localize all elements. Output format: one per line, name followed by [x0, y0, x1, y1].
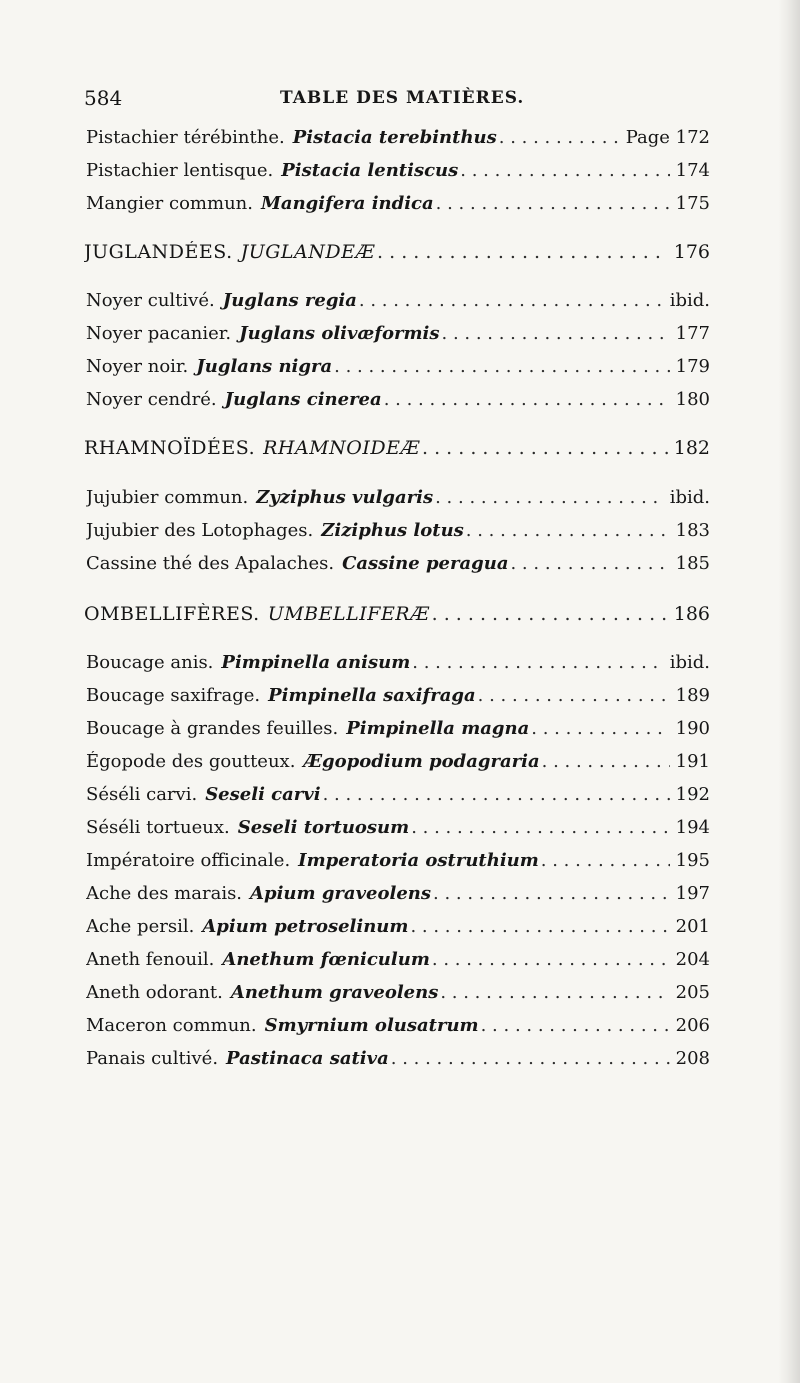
entry-common-name: Boucage saxifrage.	[86, 685, 261, 706]
dot-leader	[409, 817, 669, 838]
toc-entry	[86, 652, 710, 678]
entry-latin-name: Imperatoria ostruthium	[298, 850, 539, 871]
entry-latin-name: Pimpinella anisum	[221, 652, 411, 673]
entry-common-name: Impératoire officinale.	[86, 850, 291, 871]
entry-page: 204	[675, 949, 710, 970]
toc-entry	[86, 718, 710, 744]
entry-latin-name: Mangifera indica	[260, 193, 434, 214]
toc-entry	[86, 817, 710, 843]
entry-common-name: Ache des marais.	[86, 883, 243, 904]
toc-entry	[86, 751, 710, 777]
dot-leader	[430, 603, 668, 625]
entry-common-name: Cassine thé des Apalaches.	[86, 553, 335, 574]
toc-entry	[86, 160, 710, 186]
entry-latin-name: Seseli carvi	[205, 784, 321, 805]
entry-page: 185	[675, 553, 710, 574]
entry-common-name: Séséli carvi.	[86, 784, 198, 805]
entry-common-name: Ache persil.	[86, 916, 195, 937]
entry-latin-name: Ziziphus lotus	[321, 520, 464, 541]
entry-latin-name: Pimpinella magna	[346, 718, 530, 739]
entry-common-name: Noyer pacanier.	[86, 323, 232, 344]
entry-common-name: Maceron commun.	[86, 1015, 257, 1036]
toc-entry	[86, 356, 710, 382]
entry-latin-name: Pimpinella saxifraga	[268, 685, 476, 706]
entry-page: 180	[675, 389, 710, 410]
dot-leader	[529, 718, 669, 739]
entry-page: 189	[675, 685, 710, 706]
entry-page: 191	[675, 751, 710, 772]
toc-family-heading	[84, 241, 710, 267]
dot-leader	[438, 982, 669, 1003]
page-number: 584	[84, 86, 123, 110]
entry-latin-name: Anethum graveolens	[230, 982, 439, 1003]
running-title: TABLE DES MATIÈRES.	[280, 88, 525, 108]
entry-latin-name: Cassine peragua	[342, 553, 509, 574]
dot-leader	[540, 751, 670, 772]
entry-page: 197	[675, 883, 710, 904]
entry-latin-name: Juglans olivæformis	[239, 323, 440, 344]
entry-latin-name: Ægopodium podagraria	[303, 751, 540, 772]
toc-entry	[86, 685, 710, 711]
entry-common-name: Boucage anis.	[86, 652, 214, 673]
entry-latin-name: Apium graveolens	[250, 883, 431, 904]
entry-latin-name: Apium petroselinum	[202, 916, 409, 937]
entry-latin-name: Juglans regia	[222, 290, 357, 311]
entry-latin-name: Juglans cinerea	[224, 389, 382, 410]
toc-entry	[86, 553, 710, 579]
toc-entry	[86, 784, 710, 810]
toc-entry	[86, 982, 710, 1008]
entry-latin-name: Zyziphus vulgaris	[256, 487, 434, 508]
family-common-name: JUGLANDÉES.	[84, 241, 233, 263]
entry-latin-name: Anethum fœniculum	[222, 949, 430, 970]
toc-entry	[86, 389, 710, 415]
entry-latin-name: Smyrnium olusatrum	[264, 1015, 479, 1036]
toc-family-heading	[84, 603, 710, 629]
dot-leader	[464, 520, 670, 541]
dot-leader	[458, 160, 669, 181]
entry-page: 194	[675, 817, 710, 838]
entry-page: 190	[675, 718, 710, 739]
family-common-name: OMBELLIFÈRES.	[84, 603, 260, 625]
dot-leader	[431, 883, 670, 904]
family-latin-name: JUGLANDEÆ	[240, 241, 376, 263]
entry-common-name: Boucage à grandes feuilles.	[86, 718, 339, 739]
toc-entry	[86, 850, 710, 876]
dot-leader	[434, 193, 670, 214]
entry-common-name: Jujubier commun.	[86, 487, 249, 508]
dot-leader	[321, 784, 670, 805]
entry-page: 201	[675, 916, 710, 937]
entry-latin-name: Pistacia lentiscus	[281, 160, 459, 181]
toc-entry	[86, 1015, 710, 1041]
dot-leader	[479, 1015, 670, 1036]
dot-leader	[382, 389, 670, 410]
toc-entry	[86, 487, 710, 513]
toc-entry	[86, 1048, 710, 1074]
entry-page: 192	[675, 784, 710, 805]
dot-leader	[420, 437, 668, 459]
entry-common-name: Noyer cendré.	[86, 389, 217, 410]
entry-page: ibid.	[669, 652, 710, 673]
entry-page: 206	[675, 1015, 710, 1036]
entry-page: 175	[675, 193, 710, 214]
entry-common-name: Mangier commun.	[86, 193, 253, 214]
dot-leader	[433, 487, 664, 508]
toc-entry	[86, 127, 710, 153]
dot-leader	[476, 685, 670, 706]
entry-page: 176	[673, 241, 710, 263]
entry-common-name: Pistachier lentisque.	[86, 160, 274, 181]
entry-common-name: Noyer noir.	[86, 356, 189, 377]
entry-page: ibid.	[669, 487, 710, 508]
toc-entry	[86, 193, 710, 219]
entry-page: 179	[675, 356, 710, 377]
entry-page: 174	[675, 160, 710, 181]
entry-page: 205	[675, 982, 710, 1003]
toc-entry	[86, 290, 710, 316]
dot-leader	[389, 1048, 670, 1069]
dot-leader	[497, 127, 620, 148]
entry-common-name: Aneth odorant.	[86, 982, 223, 1003]
dot-leader	[357, 290, 664, 311]
entry-page: 195	[675, 850, 710, 871]
family-latin-name: UMBELLIFERÆ	[267, 603, 430, 625]
entry-common-name: Séséli tortueux.	[86, 817, 230, 838]
dot-leader	[508, 553, 669, 574]
entry-page: ibid.	[669, 290, 710, 311]
entry-common-name: Pistachier térébinthe.	[86, 127, 285, 148]
entry-common-name: Noyer cultivé.	[86, 290, 215, 311]
entry-page: 183	[675, 520, 710, 541]
dot-leader	[332, 356, 670, 377]
entry-page: 182	[673, 437, 710, 459]
entry-latin-name: Pistacia terebinthus	[292, 127, 497, 148]
dot-leader	[408, 916, 669, 937]
dot-leader	[375, 241, 668, 263]
entry-common-name: Jujubier des Lotophages.	[86, 520, 314, 541]
toc-family-heading	[84, 437, 710, 463]
entry-common-name: Égopode des goutteux.	[86, 751, 296, 772]
entry-common-name: Aneth fenouil.	[86, 949, 215, 970]
toc-entry	[86, 323, 710, 349]
toc-entry	[86, 916, 710, 942]
entry-latin-name: Pastinaca sativa	[226, 1048, 389, 1069]
family-latin-name: RHAMNOIDEÆ	[263, 437, 420, 459]
toc-entry	[86, 520, 710, 546]
family-common-name: RHAMNOÏDÉES.	[84, 437, 256, 459]
entry-page: Page 172	[625, 127, 710, 148]
entry-latin-name: Seseli tortuosum	[237, 817, 410, 838]
toc-entry	[86, 883, 710, 909]
entry-page: 186	[673, 603, 710, 625]
entry-page: 177	[675, 323, 710, 344]
dot-leader	[539, 850, 670, 871]
entry-page: 208	[675, 1048, 710, 1069]
entry-latin-name: Juglans nigra	[196, 356, 333, 377]
toc-entry	[86, 949, 710, 975]
dot-leader	[410, 652, 663, 673]
dot-leader	[430, 949, 670, 970]
dot-leader	[440, 323, 670, 344]
entry-common-name: Panais cultivé.	[86, 1048, 219, 1069]
